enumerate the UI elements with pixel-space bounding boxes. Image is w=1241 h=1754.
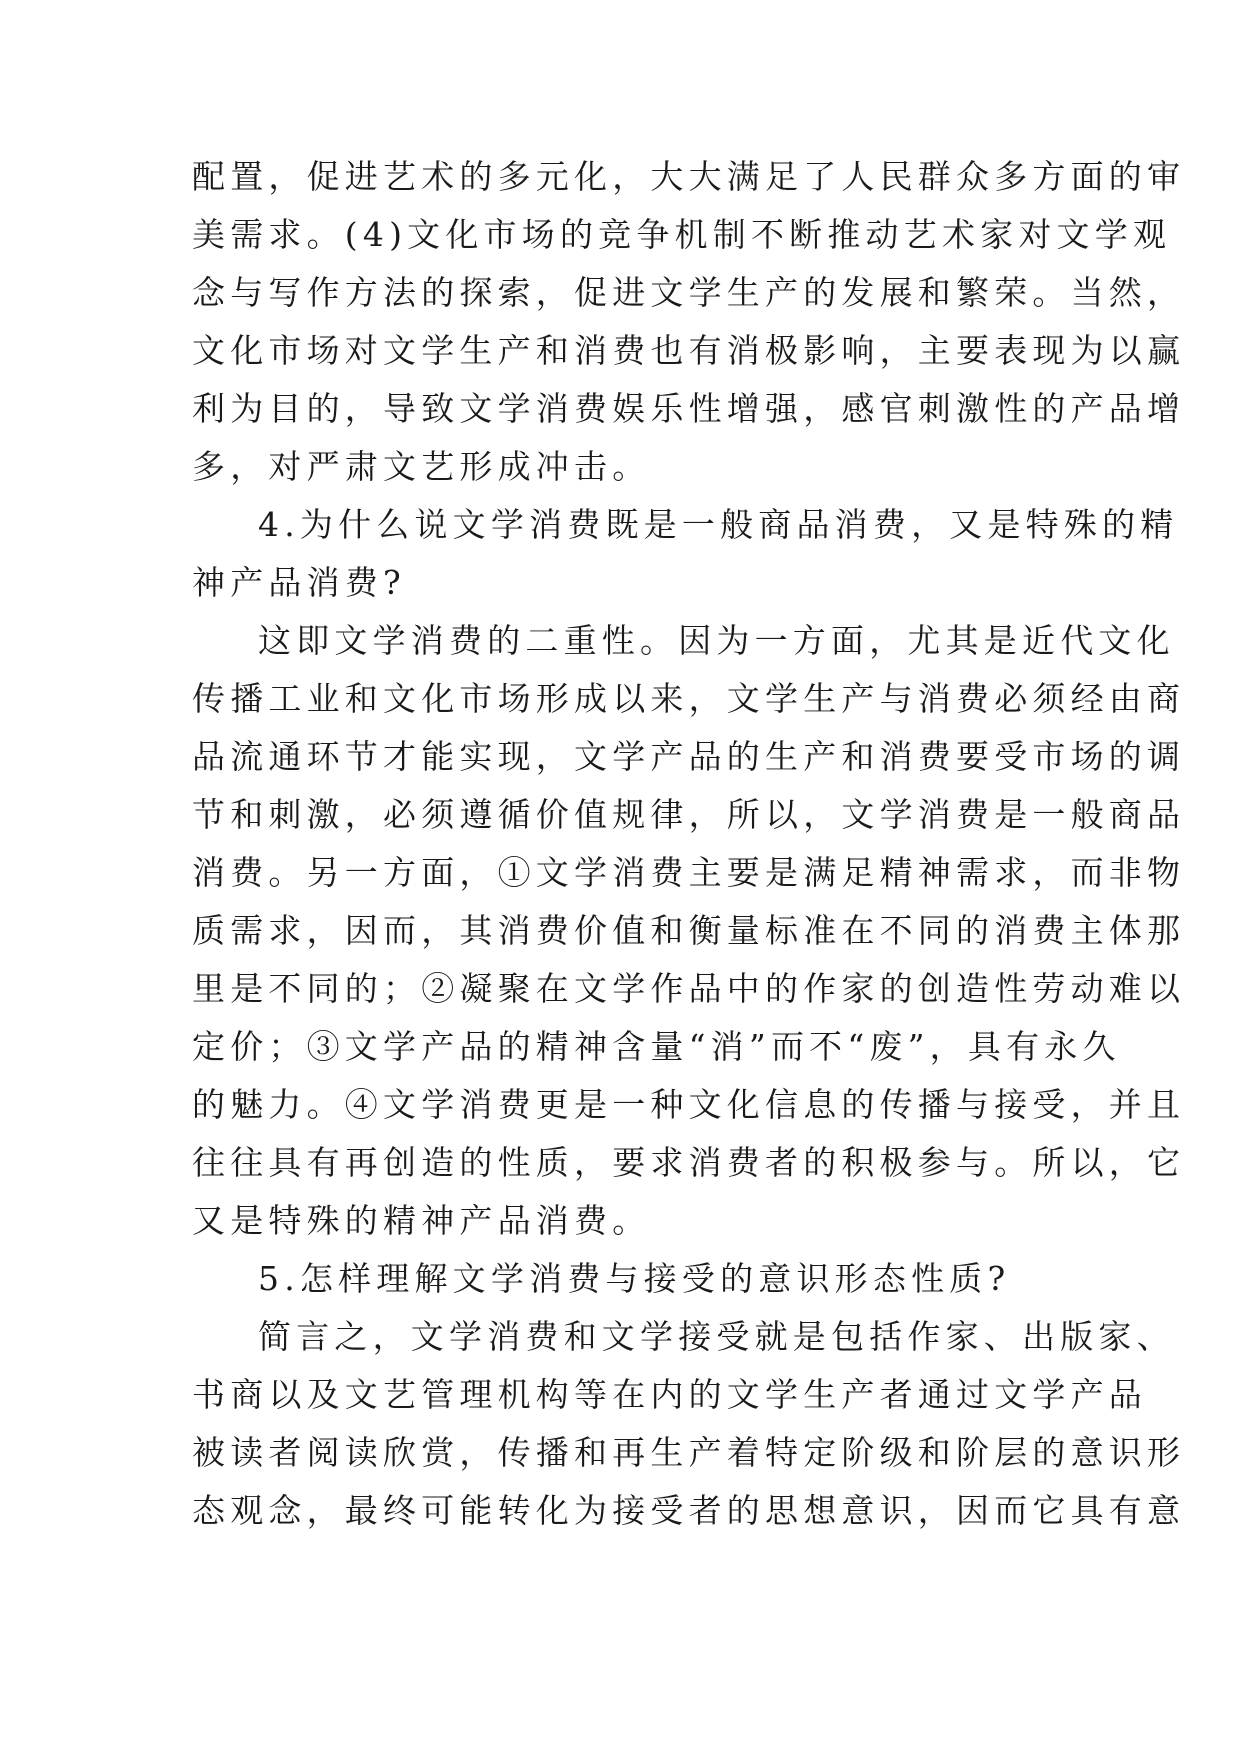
text-line: 传播工业和文化市场形成以来，文学生产与消费必须经由商 xyxy=(192,679,1186,718)
text-line: 往往具有再创造的性质，要求消费者的积极参与。所以，它 xyxy=(192,1143,1186,1182)
text-line: 的魅力。④文学消费更是一种文化信息的传播与接受，并且 xyxy=(192,1085,1186,1124)
text-line: 里是不同的；②凝聚在文学作品中的作家的创造性劳动难以 xyxy=(192,969,1186,1008)
text-line: 节和刺激，必须遵循价值规律，所以，文学消费是一般商品 xyxy=(192,795,1186,834)
text-line: 配置，促进艺术的多元化，大大满足了人民群众多方面的审 xyxy=(192,157,1186,196)
text-line: 书商以及文艺管理机构等在内的文学生产者通过文学产品 xyxy=(192,1375,1147,1414)
text-line: 念与写作方法的探索，促进文学生产的发展和繁荣。当然， xyxy=(192,273,1186,312)
question-heading: 5.怎样理解文学消费与接受的意识形态性质? xyxy=(258,1259,1011,1298)
text-line: 态观念，最终可能转化为接受者的思想意识，因而它具有意 xyxy=(192,1491,1186,1530)
text-line: 利为目的，导致文学消费娱乐性增强，感官刺激性的产品增 xyxy=(192,389,1186,428)
text-line: 质需求，因而，其消费价值和衡量标准在不同的消费主体那 xyxy=(192,911,1186,950)
text-line: 文化市场对文学生产和消费也有消极影响，主要表现为以赢 xyxy=(192,331,1186,370)
text-line: 神产品消费? xyxy=(192,563,406,602)
text-line: 美需求。(4)文化市场的竞争机制不断推动艺术家对文学观 xyxy=(192,215,1172,254)
paragraph-first-line: 这即文学消费的二重性。因为一方面，尤其是近代文化 xyxy=(258,621,1175,660)
text-line: 被读者阅读欣赏，传播和再生产着特定阶级和阶层的意识形 xyxy=(192,1433,1186,1472)
text-line: 多，对严肃文艺形成冲击。 xyxy=(192,447,651,486)
text-line: 品流通环节才能实现，文学产品的生产和消费要受市场的调 xyxy=(192,737,1186,776)
text-line: 消费。另一方面，①文学消费主要是满足精神需求，而非物 xyxy=(192,853,1186,892)
question-heading: 4.为什么说文学消费既是一般商品消费，又是特殊的精 xyxy=(258,505,1179,544)
text-line: 定价；③文学产品的精神含量“消”而不“废”，具有永久 xyxy=(192,1027,1121,1066)
paragraph-first-line: 简言之，文学消费和文学接受就是包括作家、出版家、 xyxy=(258,1317,1175,1356)
text-line: 又是特殊的精神产品消费。 xyxy=(192,1201,651,1240)
